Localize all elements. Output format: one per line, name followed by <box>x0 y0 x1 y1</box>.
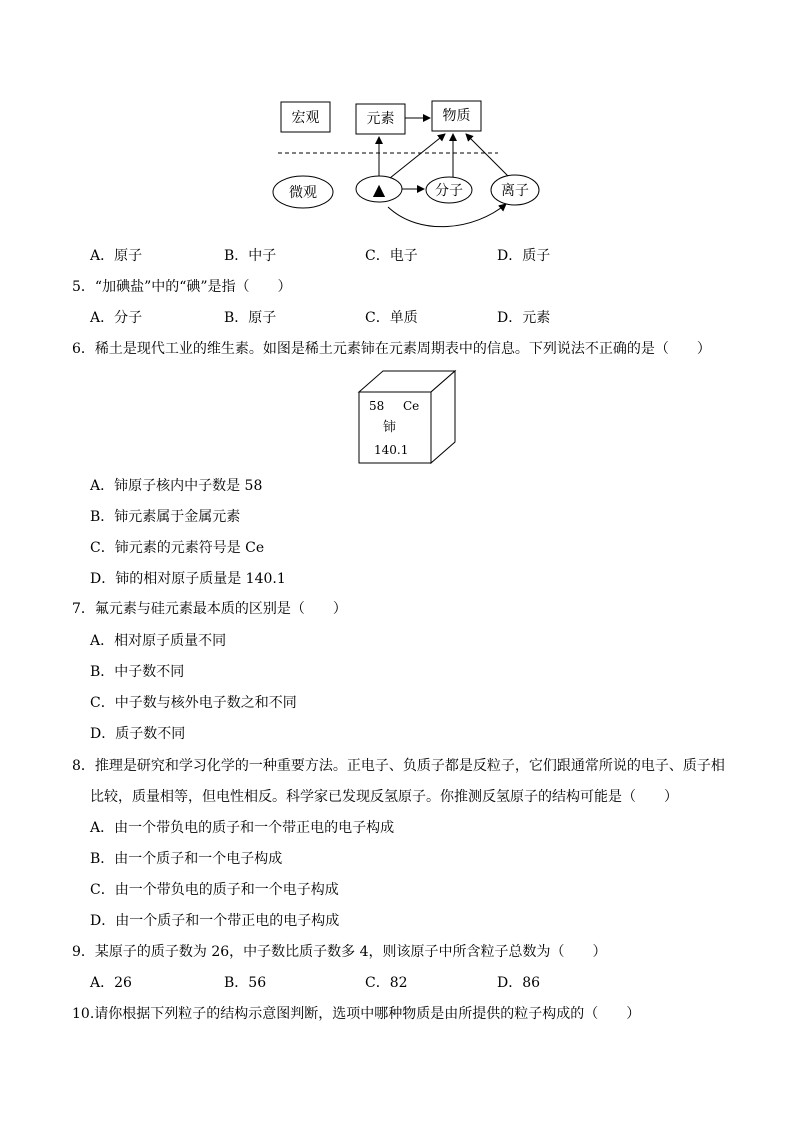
q7-option-b[interactable]: B．中子数不同 <box>90 664 185 680</box>
molecule-label: 分子 <box>435 183 463 199</box>
q4-option-a[interactable]: A．原子 <box>90 248 143 264</box>
element-label: 元素 <box>366 111 395 127</box>
q6-option-b[interactable]: B．铈元素属于金属元素 <box>90 509 241 525</box>
q8-option-b[interactable]: B．由一个质子和一个电子构成 <box>90 851 283 867</box>
q8-option-a[interactable]: A．由一个带负电的质子和一个带正电的电子构成 <box>90 820 395 836</box>
q4-option-c[interactable]: C．电子 <box>365 248 418 264</box>
q9-option-d[interactable]: D．86 <box>497 975 541 991</box>
q5-option-a[interactable]: A．分子 <box>90 310 143 326</box>
q9-option-c[interactable]: C．82 <box>365 975 408 991</box>
q4-option-b[interactable]: B．中子 <box>224 248 277 264</box>
q4-option-d[interactable]: D．质子 <box>497 248 551 264</box>
ion-label: 离子 <box>501 183 529 199</box>
q8-stem-line1: 8．推理是研究和学习化学的一种重要方法。正电子、负质子都是反粒子，它们跟通常所说的电子、质子相 <box>72 758 725 774</box>
q8-option-d[interactable]: D．由一个质子和一个带正电的电子构成 <box>90 913 340 929</box>
q8-stem-line2: 比较，质量相等，但电性相反。科学家已发现反氢原子。你推测反氢原子的结构可能是（ ） <box>90 789 678 805</box>
triangle-marker: ▲ <box>372 180 386 199</box>
q9-option-b[interactable]: B．56 <box>224 975 267 991</box>
substance-label: 物质 <box>442 108 471 124</box>
q5-option-d[interactable]: D．元素 <box>497 310 551 326</box>
q7-stem: 7．氟元素与硅元素最本质的区别是（ ） <box>72 601 347 617</box>
q6-stem: 6．稀土是现代工业的维生素。如图是稀土元素铈在元素周期表中的信息。下列说法不正确的是（ ） <box>72 341 711 357</box>
q5-option-b[interactable]: B．原子 <box>224 310 277 326</box>
q9-stem: 9．某原子的质子数为 26，中子数比质子数多 4，则该原子中所含粒子总数为（ ） <box>72 944 607 960</box>
micro-label: 微观 <box>289 185 317 201</box>
atomic-mass: 140.1 <box>374 443 409 457</box>
q6-option-d[interactable]: D．铈的相对原子质量是 140.1 <box>90 571 286 587</box>
q7-option-a[interactable]: A．相对原子质量不同 <box>90 633 227 649</box>
q6-option-c[interactable]: C．铈元素的元素符号是 Ce <box>90 540 265 556</box>
macro-label: 宏观 <box>291 110 320 126</box>
q10-stem: 10.请你根据下列粒子的结构示意图判断，选项中哪种物质是由所提供的粒子构成的（ ） <box>72 1006 641 1022</box>
q7-option-d[interactable]: D．质子数不同 <box>90 726 186 742</box>
element-symbol: Ce <box>403 399 420 413</box>
atomic-number: 58 <box>369 399 385 413</box>
q7-option-c[interactable]: C．中子数与核外电子数之和不同 <box>90 695 297 711</box>
q8-option-c[interactable]: C．由一个带负电的质子和一个电子构成 <box>90 882 339 898</box>
periodic-table-cell <box>356 368 460 468</box>
q5-option-c[interactable]: C．单质 <box>365 310 418 326</box>
element-name: 铈 <box>383 420 397 435</box>
q9-option-a[interactable]: A．26 <box>90 975 132 991</box>
q6-option-a[interactable]: A．铈原子核内中子数是 58 <box>90 478 263 494</box>
concept-diagram <box>260 92 550 242</box>
q5-stem: 5．“加碘盐”中的“碘”是指（ ） <box>72 279 292 295</box>
